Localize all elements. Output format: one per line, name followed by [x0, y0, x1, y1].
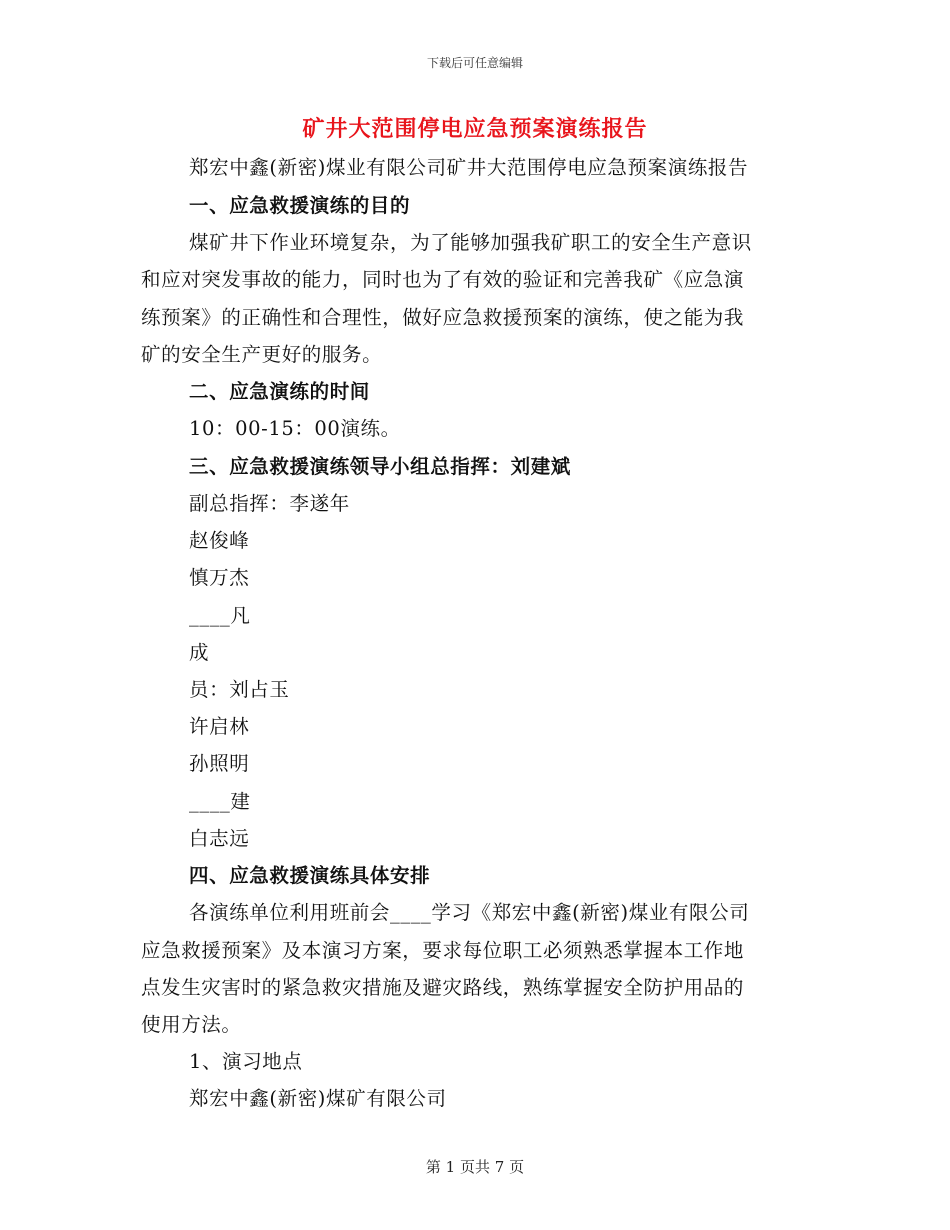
- paragraph-line: 使用方法。: [141, 1013, 242, 1036]
- member-line: 员：刘占玉: [189, 678, 290, 701]
- document-title: 矿井大范围停电应急预案演练报告: [302, 116, 648, 142]
- paragraph-line: 各演练单位利用班前会____学习《郑宏中鑫(新密)煤业有限公司: [189, 901, 750, 924]
- section-heading-2: 二、应急演练的时间: [189, 380, 370, 403]
- member-line: 副总指挥：李遂年: [189, 492, 350, 515]
- section-heading-1: 一、应急救援演练的目的: [189, 194, 411, 217]
- member-line: ____凡: [189, 604, 251, 627]
- location-line: 郑宏中鑫(新密)煤矿有限公司: [189, 1087, 447, 1110]
- page-footer: 第 1 页共 7 页: [425, 1158, 525, 1176]
- section-heading-3: 三、应急救援演练领导小组总指挥：刘建斌: [189, 455, 571, 478]
- subtitle-line: 郑宏中鑫(新密)煤业有限公司矿井大范围停电应急预案演练报告: [189, 156, 749, 179]
- section-heading-4: 四、应急救援演练具体安排: [189, 864, 431, 887]
- member-line: 孙照明: [189, 752, 250, 775]
- member-line: 赵俊峰: [189, 529, 250, 552]
- member-line: 成: [189, 641, 210, 664]
- member-line: 许启林: [189, 715, 250, 738]
- paragraph-line: 煤矿井下作业环境复杂，为了能够加强我矿职工的安全生产意识: [189, 231, 752, 254]
- time-line: 10：00-15：00演练。: [189, 417, 401, 440]
- header-note: 下载后可任意编辑: [426, 56, 523, 70]
- member-line: ____建: [189, 790, 251, 813]
- subsection-heading: 1、演习地点: [189, 1050, 303, 1073]
- member-line: 慎万杰: [189, 566, 250, 589]
- paragraph-line: 矿的安全生产更好的服务。: [141, 343, 383, 366]
- member-line: 白志远: [189, 827, 250, 850]
- paragraph-line: 练预案》的正确性和合理性，做好应急救援预案的演练，使之能为我: [141, 306, 745, 329]
- paragraph-line: 应急救援预案》及本演习方案，要求每位职工必须熟悉掌握本工作地: [141, 939, 745, 962]
- paragraph-line: 点发生灾害时的紧急救灾措施及避灾路线，熟练掌握安全防护用品的: [141, 976, 745, 999]
- paragraph-line: 和应对突发事故的能力，同时也为了有效的验证和完善我矿《应急演: [141, 268, 745, 291]
